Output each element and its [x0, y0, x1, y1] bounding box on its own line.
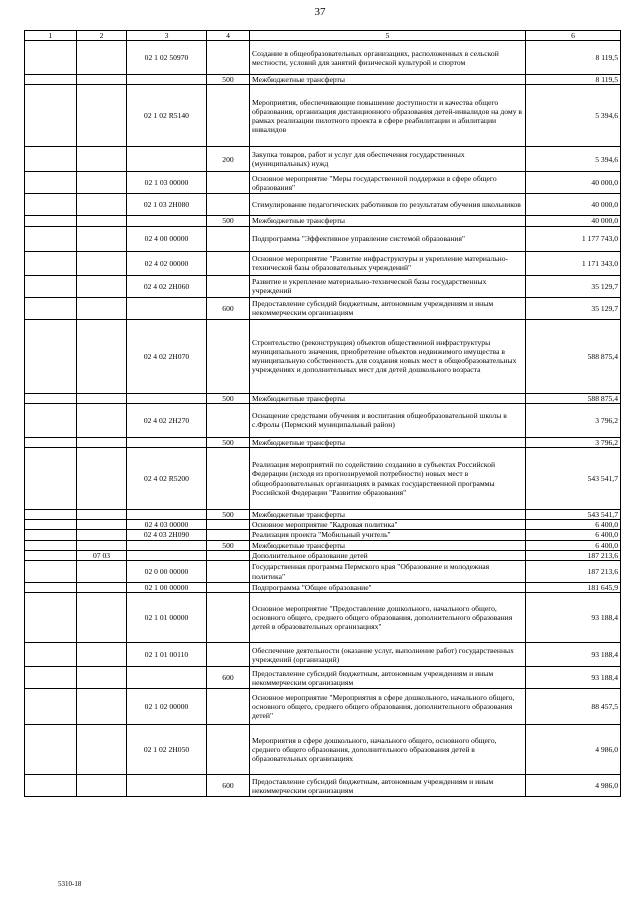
cell-description: Предоставление субсидий бюджетным, автономным учреждениям и иным некоммерческим организациям	[250, 667, 526, 689]
cell-col-1	[25, 550, 77, 560]
cell-description: Стимулирование педагогических работников по результатам обучения школьников	[250, 194, 526, 216]
cell-section-code	[77, 775, 127, 797]
cell-col-1	[25, 251, 77, 275]
cell-section-code	[77, 85, 127, 147]
cell-description: Реализация проекта "Мобильный учитель"	[250, 530, 526, 540]
cell-target-code: 02 1 03 00000	[127, 172, 207, 194]
cell-expense-type: 500	[207, 75, 250, 85]
cell-description: Предоставление субсидий бюджетным, автономным учреждениям и иным некоммерческим организациям	[250, 297, 526, 319]
cell-expense-type	[207, 550, 250, 560]
cell-col-1	[25, 393, 77, 403]
cell-target-code: 02 4 03 2H090	[127, 530, 207, 540]
cell-col-1	[25, 689, 77, 725]
cell-amount: 5 394,6	[526, 85, 621, 147]
table-row	[25, 593, 621, 643]
cell-target-code: 02 1 02 2H050	[127, 725, 207, 775]
table-row	[25, 226, 621, 251]
cell-target-code	[127, 550, 207, 560]
cell-section-code	[77, 667, 127, 689]
table-row	[25, 540, 621, 550]
cell-amount: 40 000,0	[526, 194, 621, 216]
cell-target-code	[127, 667, 207, 689]
table-row	[25, 725, 621, 775]
cell-amount: 8 119,5	[526, 41, 621, 75]
cell-expense-type: 500	[207, 540, 250, 550]
table-row	[25, 667, 621, 689]
cell-col-1	[25, 275, 77, 297]
cell-description: Обеспечение деятельности (оказание услуг, выполнение работ) государственных учреждений (организаций)	[250, 643, 526, 667]
cell-description: Реализация мероприятий по содействию созданию в субъектах Российской Федерации (исходя из прогнозируемой потребности) новых мест в общеобразовательных организациях в рамках государственной программы Российской Федерации "Развитие образования"	[250, 448, 526, 510]
cell-section-code	[77, 297, 127, 319]
cell-expense-type	[207, 689, 250, 725]
cell-section-code	[77, 216, 127, 226]
cell-target-code: 02 0 00 00000	[127, 561, 207, 583]
cell-col-1	[25, 85, 77, 147]
cell-amount: 35 129,7	[526, 297, 621, 319]
cell-amount: 187 213,6	[526, 550, 621, 560]
cell-col-1	[25, 667, 77, 689]
cell-expense-type	[207, 319, 250, 393]
cell-description: Оснащение средствами обучения и воспитания общеобразовательной школы в с.Фролы (Пермский муниципальный район)	[250, 403, 526, 437]
cell-section-code	[77, 147, 127, 172]
cell-description: Дополнительное образование детей	[250, 550, 526, 560]
cell-col-1	[25, 725, 77, 775]
cell-section-code	[77, 593, 127, 643]
cell-description: Основное мероприятие "Мероприятия в сфере дошкольного, начального общего, основного общего, среднего общего образования, дополнительного образования детей"	[250, 689, 526, 725]
cell-expense-type: 500	[207, 510, 250, 520]
cell-description: Мероприятия в сфере дошкольного, начального общего, основного общего, среднего общего образования, дополнительного образования детей в образовательных организациях	[250, 725, 526, 775]
header-col-1: 1	[25, 31, 77, 41]
cell-description: Подпрограмма "Общее образование"	[250, 583, 526, 593]
cell-section-code	[77, 251, 127, 275]
table-row	[25, 561, 621, 583]
table-row	[25, 319, 621, 393]
cell-description: Основное мероприятие "Предоставление дошкольного, начального общего, основного общего, среднего общего образования, дополнительного образования детей в образовательных организациях"	[250, 593, 526, 643]
cell-expense-type	[207, 403, 250, 437]
cell-target-code	[127, 510, 207, 520]
cell-col-1	[25, 75, 77, 85]
cell-col-1	[25, 561, 77, 583]
cell-expense-type	[207, 275, 250, 297]
cell-amount: 6 400,0	[526, 540, 621, 550]
cell-amount: 1 177 743,0	[526, 226, 621, 251]
cell-amount: 40 000,0	[526, 216, 621, 226]
cell-amount: 1 171 343,0	[526, 251, 621, 275]
cell-target-code	[127, 775, 207, 797]
cell-col-1	[25, 216, 77, 226]
cell-target-code	[127, 216, 207, 226]
cell-amount: 187 213,6	[526, 561, 621, 583]
cell-section-code	[77, 41, 127, 75]
cell-col-1	[25, 583, 77, 593]
cell-target-code: 02 1 03 2H080	[127, 194, 207, 216]
cell-section-code: 07 03	[77, 550, 127, 560]
cell-amount: 93 188,4	[526, 643, 621, 667]
cell-section-code	[77, 530, 127, 540]
table-row	[25, 775, 621, 797]
footer-code: 5310-18	[58, 880, 82, 888]
cell-amount: 35 129,7	[526, 275, 621, 297]
cell-description: Основное мероприятие "Развитие инфраструктуры и укрепление материально-технической базы образовательных учреждений"	[250, 251, 526, 275]
cell-target-code: 02 1 01 00000	[127, 593, 207, 643]
table-row	[25, 147, 621, 172]
cell-description: Основное мероприятие "Меры государственной поддержки в сфере общего образования"	[250, 172, 526, 194]
cell-section-code	[77, 75, 127, 85]
cell-amount: 543 541,7	[526, 510, 621, 520]
header-col-5: 5	[250, 31, 526, 41]
cell-expense-type	[207, 561, 250, 583]
cell-amount: 6 400,0	[526, 530, 621, 540]
cell-amount: 588 875,4	[526, 319, 621, 393]
cell-expense-type	[207, 725, 250, 775]
cell-description: Межбюджетные трансферты	[250, 437, 526, 447]
cell-col-1	[25, 540, 77, 550]
cell-expense-type: 500	[207, 216, 250, 226]
cell-expense-type	[207, 530, 250, 540]
cell-description: Межбюджетные трансферты	[250, 75, 526, 85]
cell-section-code	[77, 583, 127, 593]
cell-section-code	[77, 725, 127, 775]
cell-section-code	[77, 689, 127, 725]
cell-target-code: 02 4 02 2H070	[127, 319, 207, 393]
cell-description: Основное мероприятие "Кадровая политика"	[250, 520, 526, 530]
cell-col-1	[25, 510, 77, 520]
cell-col-1	[25, 297, 77, 319]
cell-expense-type: 500	[207, 437, 250, 447]
cell-target-code	[127, 437, 207, 447]
cell-target-code: 02 1 02 R5140	[127, 85, 207, 147]
table-row	[25, 437, 621, 447]
header-col-3: 3	[127, 31, 207, 41]
cell-amount: 8 119,5	[526, 75, 621, 85]
cell-amount: 3 796,2	[526, 437, 621, 447]
cell-expense-type	[207, 251, 250, 275]
table-row	[25, 689, 621, 725]
cell-section-code	[77, 520, 127, 530]
cell-description: Развитие и укрепление материально-технической базы государственных учреждений	[250, 275, 526, 297]
cell-target-code: 02 1 02 50970	[127, 41, 207, 75]
table-row	[25, 583, 621, 593]
table-row	[25, 172, 621, 194]
cell-expense-type: 600	[207, 667, 250, 689]
cell-amount: 181 645,9	[526, 583, 621, 593]
cell-expense-type	[207, 643, 250, 667]
cell-col-1	[25, 319, 77, 393]
cell-expense-type: 600	[207, 297, 250, 319]
cell-target-code	[127, 75, 207, 85]
table-row	[25, 216, 621, 226]
cell-expense-type: 500	[207, 393, 250, 403]
cell-description: Предоставление субсидий бюджетным, автономным учреждениям и иным некоммерческим организациям	[250, 775, 526, 797]
table-row	[25, 75, 621, 85]
cell-target-code	[127, 147, 207, 172]
cell-target-code: 02 4 02 2H060	[127, 275, 207, 297]
cell-expense-type	[207, 448, 250, 510]
table-row	[25, 393, 621, 403]
cell-section-code	[77, 437, 127, 447]
cell-amount: 588 875,4	[526, 393, 621, 403]
cell-expense-type	[207, 85, 250, 147]
table-row	[25, 530, 621, 540]
header-col-2: 2	[77, 31, 127, 41]
cell-expense-type	[207, 520, 250, 530]
cell-section-code	[77, 510, 127, 520]
cell-target-code	[127, 540, 207, 550]
cell-col-1	[25, 593, 77, 643]
cell-section-code	[77, 172, 127, 194]
cell-amount: 4 986,0	[526, 775, 621, 797]
cell-expense-type	[207, 194, 250, 216]
header-col-6: 6	[526, 31, 621, 41]
cell-expense-type: 200	[207, 147, 250, 172]
cell-description: Создание в общеобразовательных организациях, расположенных в сельской местности, условий для занятий физической культурой и спортом	[250, 41, 526, 75]
cell-col-1	[25, 520, 77, 530]
table-row	[25, 643, 621, 667]
cell-description: Межбюджетные трансферты	[250, 510, 526, 520]
table-row	[25, 85, 621, 147]
cell-target-code: 02 4 02 2H270	[127, 403, 207, 437]
cell-target-code: 02 4 03 00000	[127, 520, 207, 530]
table-row	[25, 194, 621, 216]
cell-amount: 3 796,2	[526, 403, 621, 437]
cell-section-code	[77, 540, 127, 550]
page-number: 37	[314, 6, 326, 18]
cell-col-1	[25, 775, 77, 797]
cell-target-code: 02 4 02 00000	[127, 251, 207, 275]
cell-description: Межбюджетные трансферты	[250, 540, 526, 550]
cell-target-code: 02 1 00 00000	[127, 583, 207, 593]
table-row	[25, 275, 621, 297]
cell-col-1	[25, 437, 77, 447]
cell-section-code	[77, 226, 127, 251]
cell-description: Государственная программа Пермского края "Образование и молодежная политика"	[250, 561, 526, 583]
cell-col-1	[25, 403, 77, 437]
table-row	[25, 41, 621, 75]
cell-section-code	[77, 561, 127, 583]
header-col-4: 4	[207, 31, 250, 41]
cell-expense-type	[207, 172, 250, 194]
cell-target-code	[127, 297, 207, 319]
cell-expense-type	[207, 593, 250, 643]
cell-col-1	[25, 41, 77, 75]
cell-description: Подпрограмма "Эффективное управление системой образования"	[250, 226, 526, 251]
cell-amount: 6 400,0	[526, 520, 621, 530]
cell-amount: 4 986,0	[526, 725, 621, 775]
cell-section-code	[77, 194, 127, 216]
cell-col-1	[25, 643, 77, 667]
cell-amount: 5 394,6	[526, 147, 621, 172]
table-body	[25, 41, 621, 797]
table-row	[25, 510, 621, 520]
cell-section-code	[77, 393, 127, 403]
cell-amount: 93 188,4	[526, 593, 621, 643]
cell-expense-type	[207, 41, 250, 75]
cell-target-code	[127, 393, 207, 403]
table-row	[25, 297, 621, 319]
cell-expense-type	[207, 226, 250, 251]
cell-amount: 543 541,7	[526, 448, 621, 510]
cell-target-code: 02 4 02 R5200	[127, 448, 207, 510]
cell-section-code	[77, 319, 127, 393]
table-row	[25, 550, 621, 560]
cell-col-1	[25, 226, 77, 251]
cell-col-1	[25, 147, 77, 172]
table-header-row	[25, 31, 621, 41]
cell-col-1	[25, 448, 77, 510]
table-row	[25, 448, 621, 510]
cell-description: Межбюджетные трансферты	[250, 216, 526, 226]
cell-col-1	[25, 172, 77, 194]
cell-expense-type	[207, 583, 250, 593]
cell-section-code	[77, 448, 127, 510]
cell-target-code: 02 1 01 00110	[127, 643, 207, 667]
cell-section-code	[77, 403, 127, 437]
cell-col-1	[25, 530, 77, 540]
cell-amount: 40 000,0	[526, 172, 621, 194]
cell-section-code	[77, 275, 127, 297]
table-row	[25, 251, 621, 275]
cell-amount: 93 188,4	[526, 667, 621, 689]
cell-section-code	[77, 643, 127, 667]
cell-description: Межбюджетные трансферты	[250, 393, 526, 403]
cell-description: Закупка товаров, работ и услуг для обеспечения государственных (муниципальных) нужд	[250, 147, 526, 172]
table-row	[25, 520, 621, 530]
cell-col-1	[25, 194, 77, 216]
budget-table	[24, 30, 621, 797]
cell-expense-type: 600	[207, 775, 250, 797]
cell-description: Строительство (реконструкция) объектов общественной инфраструктуры муниципального значения, приобретение объектов недвижимого имущества в муниципальную собственность для создания новых мест в общеобразовательных учреждениях и дополнительных мест для детей дошкольного возраста	[250, 319, 526, 393]
table-row	[25, 403, 621, 437]
cell-description: Мероприятия, обеспечивающие повышение доступности и качества общего образования, организация дистанционного образования детей-инвалидов на дому в рамках реализации пилотного проекта в сфере реабилитации и абилитации инвалидов	[250, 85, 526, 147]
cell-amount: 88 457,5	[526, 689, 621, 725]
cell-target-code: 02 1 02 00000	[127, 689, 207, 725]
cell-target-code: 02 4 00 00000	[127, 226, 207, 251]
